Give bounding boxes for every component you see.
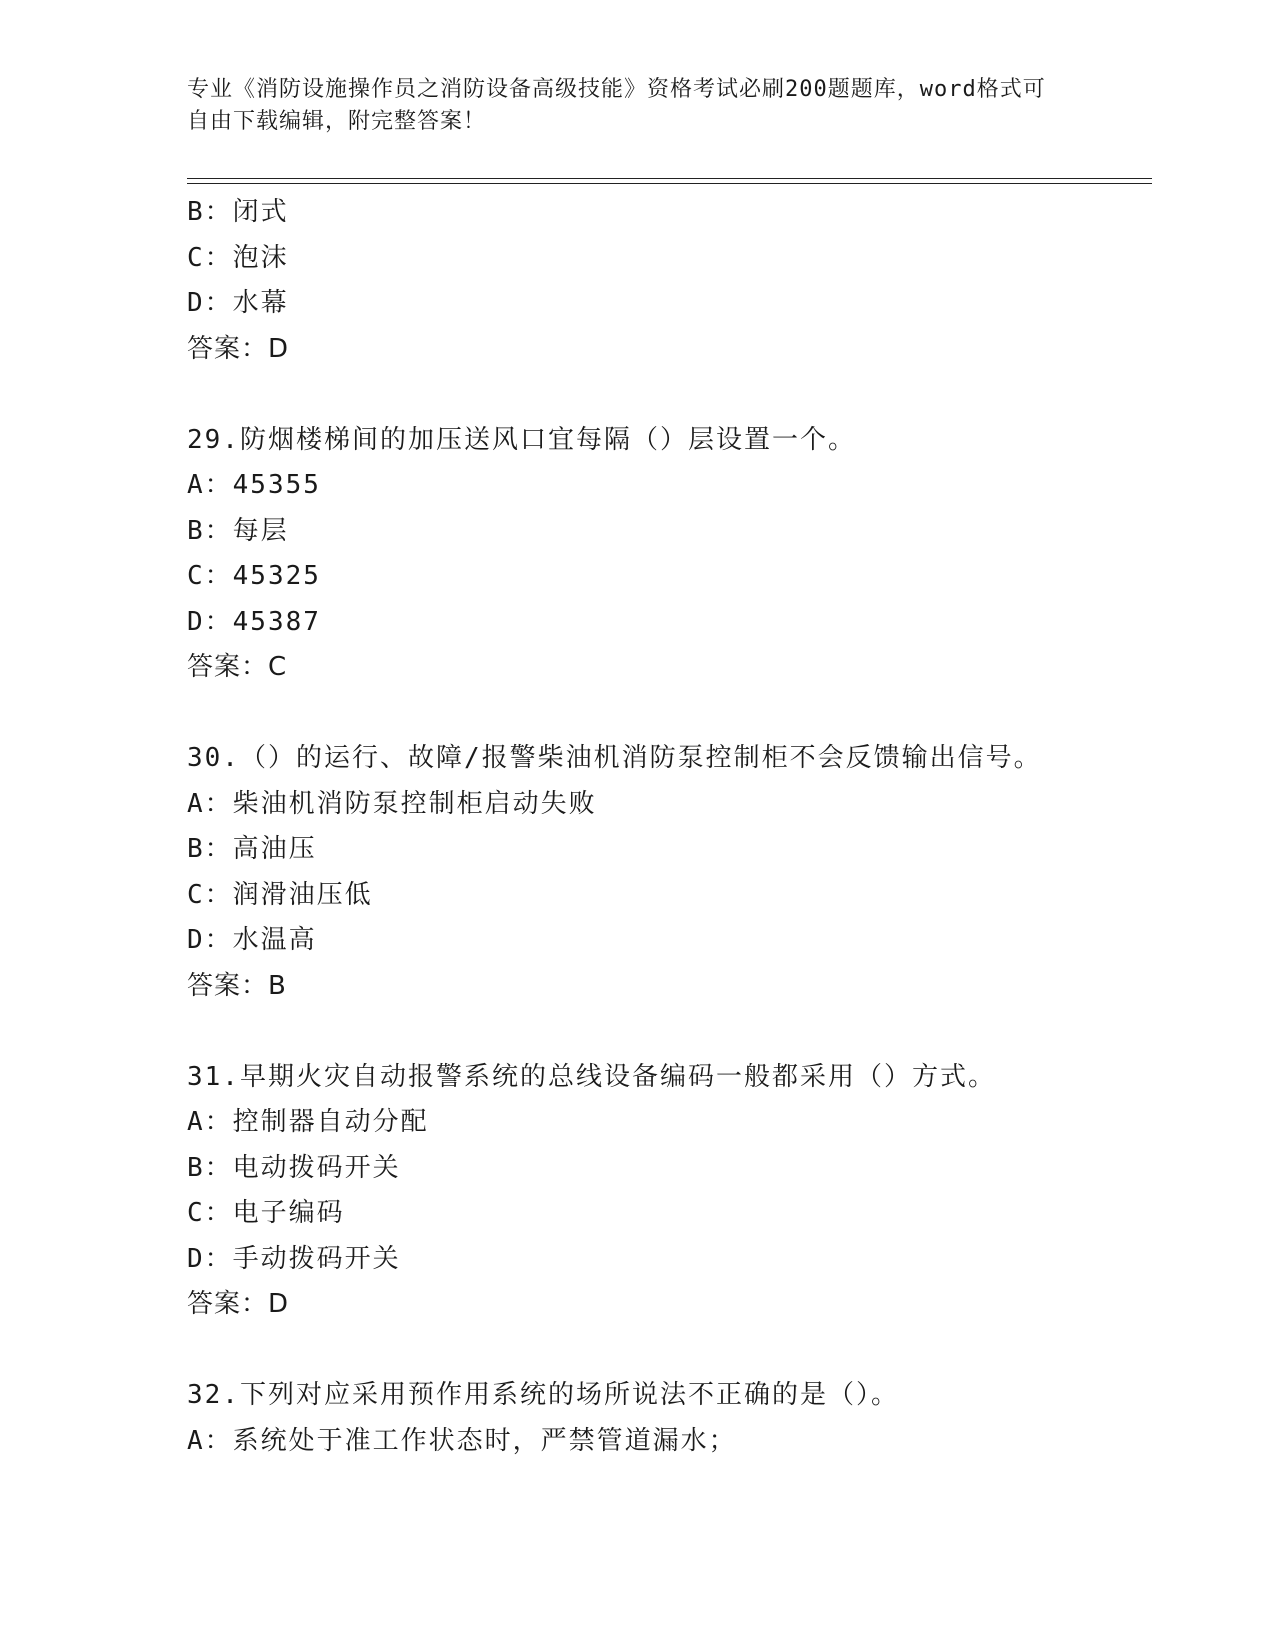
answer-line: 答案：C [187, 652, 288, 682]
question-list [187, 190, 1147, 1464]
option-d [187, 600, 1147, 646]
question-block-30 [187, 736, 1147, 1009]
option-letter: B： [187, 834, 233, 864]
option-text: 电动拨码开关 [232, 1152, 401, 1183]
option-letter: C： [187, 242, 233, 273]
option-text: 手动拨码开关 [232, 1243, 401, 1274]
option-text: 闭式 [232, 197, 289, 227]
option-letter: A： [187, 1425, 233, 1456]
option-letter: B： [187, 1152, 233, 1183]
option-b [187, 190, 1147, 236]
option-text: 45387 [232, 606, 321, 637]
option-letter: D： [187, 288, 233, 318]
option-c [187, 873, 1147, 919]
option-text: 柴油机消防泵控制柜启动失败 [232, 788, 597, 819]
option-a [187, 1419, 1147, 1465]
option-text: 45325 [232, 561, 321, 591]
option-d [187, 918, 1147, 964]
question-stem: 29.防烟楼梯间的加压送风口宜每隔（）层设置一个。 [187, 424, 856, 455]
option-text: 润滑油压低 [232, 879, 373, 910]
option-a [187, 463, 1147, 509]
option-d [187, 281, 1147, 327]
answer-line: 答案：D [187, 1289, 290, 1319]
option-text: 控制器自动分配 [232, 1107, 429, 1137]
question-stem: 32.下列对应采用预作用系统的场所说法不正确的是（）。 [187, 1380, 899, 1410]
option-d [187, 1237, 1147, 1283]
question-stem: 30.（）的运行、故障/报警柴油机消防泵控制柜不会反馈输出信号。 [187, 743, 1042, 773]
question-block-partial [187, 190, 1147, 372]
option-b [187, 509, 1147, 555]
option-c [187, 1191, 1147, 1237]
option-b [187, 827, 1147, 873]
option-text: 水幕 [232, 288, 289, 318]
option-c [187, 236, 1147, 282]
option-letter: C： [187, 1198, 233, 1228]
question-block-32 [187, 1373, 1147, 1464]
option-text: 高油压 [232, 834, 317, 864]
option-letter: B： [187, 515, 233, 546]
question-block-29 [187, 418, 1147, 691]
option-a [187, 782, 1147, 828]
option-a [187, 1100, 1147, 1146]
document-header: 专业《消防设施操作员之消防设备高级技能》资格考试必刷200题题库，word格式可自由下载编辑，附完整答案！ [187, 77, 1046, 134]
header-rule-bottom [187, 183, 1152, 184]
option-c [187, 554, 1147, 600]
option-letter: A： [187, 1107, 233, 1137]
option-letter: A： [187, 788, 233, 819]
option-text: 水温高 [232, 925, 317, 955]
option-letter: B： [187, 197, 233, 227]
option-text: 每层 [232, 515, 289, 546]
header-rule-top [187, 178, 1152, 179]
option-b [187, 1146, 1147, 1192]
answer-line: 答案：B [187, 970, 287, 1001]
question-stem: 31.早期火灾自动报警系统的总线设备编码一般都采用（）方式。 [187, 1061, 996, 1092]
answer-line: 答案：D [187, 333, 290, 364]
option-letter: D： [187, 1243, 233, 1274]
option-letter: D： [187, 925, 233, 955]
option-text: 泡沫 [232, 242, 289, 273]
option-text: 电子编码 [232, 1198, 345, 1228]
option-letter: A： [187, 470, 233, 500]
option-letter: C： [187, 561, 233, 591]
option-text: 45355 [232, 470, 321, 500]
question-block-31 [187, 1055, 1147, 1328]
option-letter: C： [187, 879, 233, 910]
option-letter: D： [187, 606, 233, 637]
option-text: 系统处于准工作状态时，严禁管道漏水； [232, 1425, 737, 1456]
